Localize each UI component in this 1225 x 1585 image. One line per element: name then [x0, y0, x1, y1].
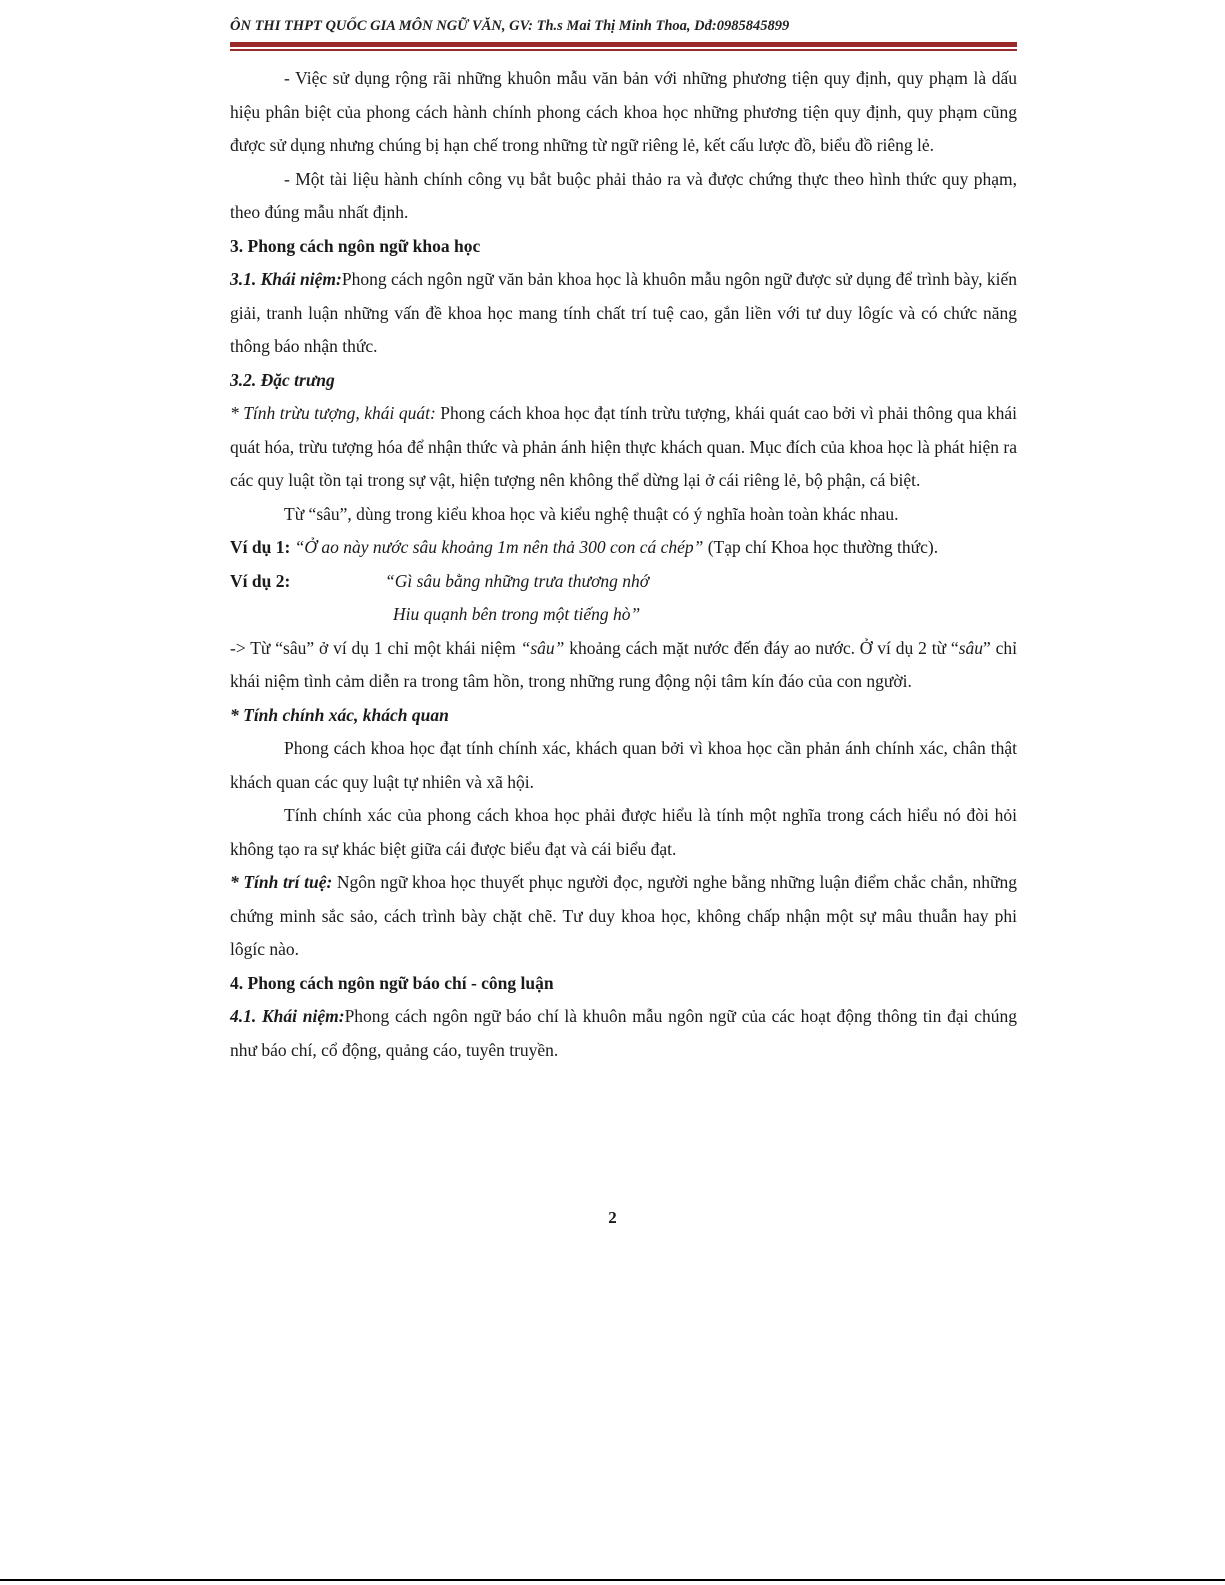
example-1-source: (Tạp chí Khoa học thường thức). [703, 537, 939, 557]
subheading-3-2: 3.2. Đặc trưng [230, 369, 335, 390]
section-heading-4: 4. Phong cách ngôn ngữ báo chí - công luận [230, 972, 554, 993]
paragraph-intellect [230, 866, 1017, 967]
example-2-line-1: “Gì sâu bằng những trưa thương nhớ [385, 570, 650, 591]
example-2-label: Ví dụ 2: [230, 570, 291, 591]
paragraph-concept-4-1 [230, 1000, 1017, 1067]
paragraph-concept-3-1 [230, 263, 1017, 364]
example-2 [230, 565, 1017, 599]
bottom-border [0, 1579, 1225, 1581]
comparison-text-2: khoảng cách mặt nước đến đáy ao nước. Ở ví dụ 2 từ “ [564, 637, 959, 658]
comparison-italic-1: “sâu” [520, 637, 565, 658]
concept-text-4-1: Phong cách ngôn ngữ báo chí là khuôn mẫu ngôn ngữ của các hoạt động thông tin đại chúng như báo chí, cổ động, quảng cáo, tuyên truyền. [230, 1006, 1018, 1060]
accuracy-paragraph-2: Tính chính xác của phong cách khoa học phải được hiểu là tính một nghĩa trong cách hiểu nó đòi hỏi không tạo ra sự khác biệt giữa cái được biểu đạt và cái biểu đạt. [230, 805, 1017, 859]
abstractness-label: * Tính trừu tượng, khái quát: [230, 403, 436, 423]
paragraph-word-sau: Từ “sâu”, dùng trong kiểu khoa học và kiểu nghệ thuật có ý nghĩa hoàn toàn khác nhau. [284, 503, 899, 524]
header-rule-thin [230, 49, 1017, 51]
paragraph-admin-document: - Một tài liệu hành chính công vụ bắt buộc phải thảo ra và được chứng thực theo hình thức quy phạm, theo đúng mẫu nhất định. [230, 168, 1017, 222]
paragraph-template-usage: - Việc sử dụng rộng rãi những khuôn mẫu văn bản với những phương tiện quy định, quy phạm là dấu hiệu phân biệt của phong cách hành chính phong cách khoa học những phương tiện quy định, quy phạm cũng được sử dụng nhưng chúng bị hạn chế trong những từ ngữ riêng lẻ, kết cấu lược đồ, biểu đồ riêng lẻ. [230, 68, 1017, 155]
concept-label-4-1: 4.1. Khái niệm: [230, 1006, 345, 1026]
page-header: ÔN THI THPT QUỐC GIA MÔN NGỮ VĂN, GV: Th.s Mai Thị Minh Thoa, Dđ:0985845899 [230, 18, 790, 34]
example-1-label: Ví dụ 1: [230, 537, 291, 557]
page-number: 2 [608, 1208, 617, 1227]
intellect-text: Ngôn ngữ khoa học thuyết phục người đọc, người nghe bằng những luận điểm chắc chắn, những chứng minh sắc sảo, cách trình bày chặt chẽ. Tư duy khoa học, không chấp nhận một sự mâu thuẫn hay phi lôgíc nào. [230, 872, 1017, 959]
accuracy-paragraph-1: Phong cách khoa học đạt tính chính xác, khách quan bởi vì khoa học cần phản ánh chính xác, chân thật khách quan các quy luật tự nhiên và xã hội. [230, 738, 1017, 792]
example-1-quote: “Ở ao này nước sâu khoảng 1m nên thả 300 con cá chép” [294, 537, 704, 557]
paragraph-comparison [230, 632, 1017, 699]
example-1 [230, 531, 1017, 565]
paragraph-abstractness [230, 397, 1017, 498]
abstractness-text: Phong cách khoa học đạt tính trừu tượng, khái quát cao bởi vì phải thông qua khái quát hóa, trừu tượng hóa để nhận thức và phản ánh hiện thực khách quan. Mục đích của khoa học là phát hiện ra các quy luật tồn tại trong sự vật, hiện tượng nên không thể dừng lại ở cái riêng lẻ, bộ phận, cá biệt. [230, 403, 1017, 490]
example-2-line-2: Hiu quạnh bên trong một tiếng hò” [393, 604, 641, 624]
accuracy-heading: * Tính chính xác, khách quan [230, 704, 449, 725]
header-rule-thick [230, 42, 1017, 47]
intellect-label: * Tính trí tuệ: [230, 872, 333, 892]
section-heading-3: 3. Phong cách ngôn ngữ khoa học [230, 235, 481, 256]
comparison-text-3: ” chỉ khái niệm tình cảm diễn ra trong tâm hồn, trong những rung động nội tâm kín đáo của con người. [230, 637, 1017, 691]
comparison-italic-2: sâu [958, 637, 983, 658]
document-body [230, 62, 1017, 1067]
concept-text-3-1: Phong cách ngôn ngữ văn bản khoa học là khuôn mẫu ngôn ngữ được sử dụng để trình bày, kiến giải, tranh luận những vấn đề khoa học mang tính chất trí tuệ cao, gắn liền với tư duy lôgíc và có chức năng thông báo nhận thức. [230, 269, 1017, 356]
comparison-text-1: -> Từ “sâu” ở ví dụ 1 chỉ một khái niệm [230, 637, 521, 658]
concept-label-3-1: 3.1. Khái niệm: [230, 269, 342, 289]
